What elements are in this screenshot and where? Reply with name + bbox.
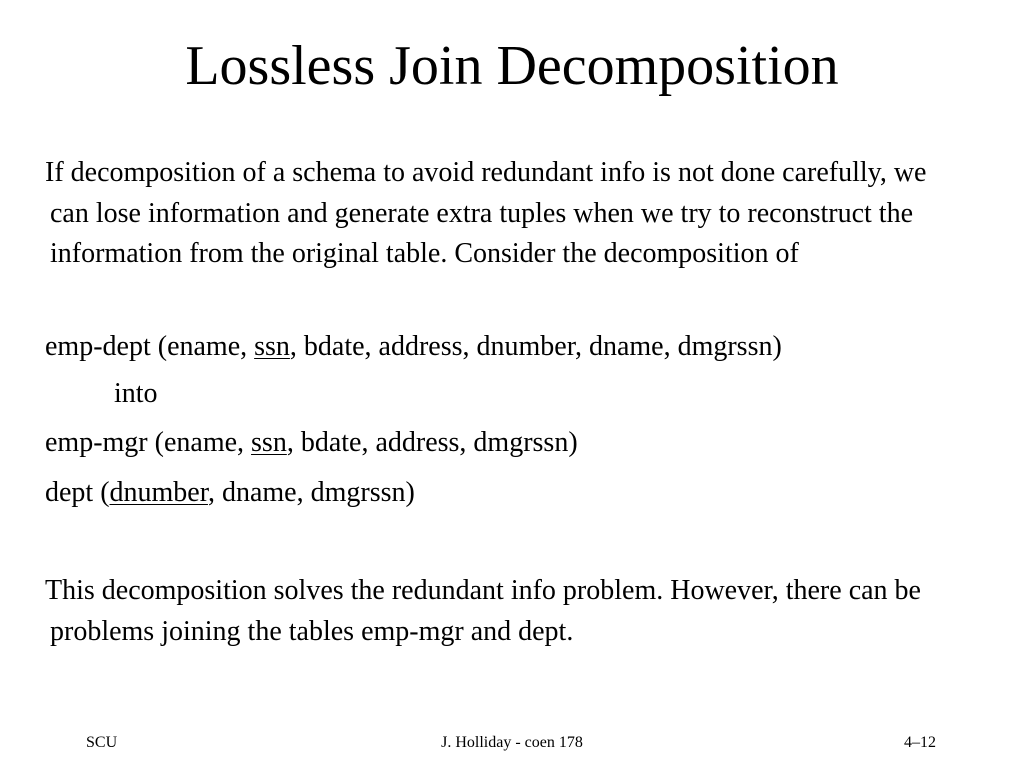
dept-schema — [45, 473, 415, 513]
intro-paragraph: If decomposition of a schema to avoid redundant info is not done carefully, we can lose information and generate extra tuples when we try to reconstruct the information from the original table. Consider the decomposition of — [45, 157, 927, 269]
emp-dept-key: ssn — [254, 331, 290, 362]
dept-suffix: , dname, dmgrssn) — [207, 477, 415, 508]
emp-mgr-suffix: , bdate, address, dmgrssn) — [286, 427, 578, 458]
footer-left: SCU — [86, 734, 118, 751]
emp-dept-suffix: , bdate, address, dnumber, dname, dmgrssn) — [289, 331, 782, 362]
emp-dept-prefix: emp-dept (ename, — [45, 331, 255, 362]
dept-key: dnumber — [109, 477, 208, 508]
into-label: into — [114, 378, 158, 409]
emp-mgr-schema — [45, 423, 578, 463]
emp-mgr-prefix: emp-mgr (ename, — [45, 427, 252, 458]
emp-dept-schema — [45, 327, 782, 367]
dept-prefix: dept ( — [45, 477, 110, 508]
conclusion-paragraph: This decomposition solves the redundant info problem. However, there can be problems joining the tables emp-mgr and dept. — [45, 575, 921, 647]
footer-center: J. Holliday - coen 178 — [441, 734, 583, 751]
slide-title: Lossless Join Decomposition — [185, 35, 839, 97]
footer-page-number: 4–12 — [904, 734, 936, 751]
emp-mgr-key: ssn — [251, 427, 287, 458]
